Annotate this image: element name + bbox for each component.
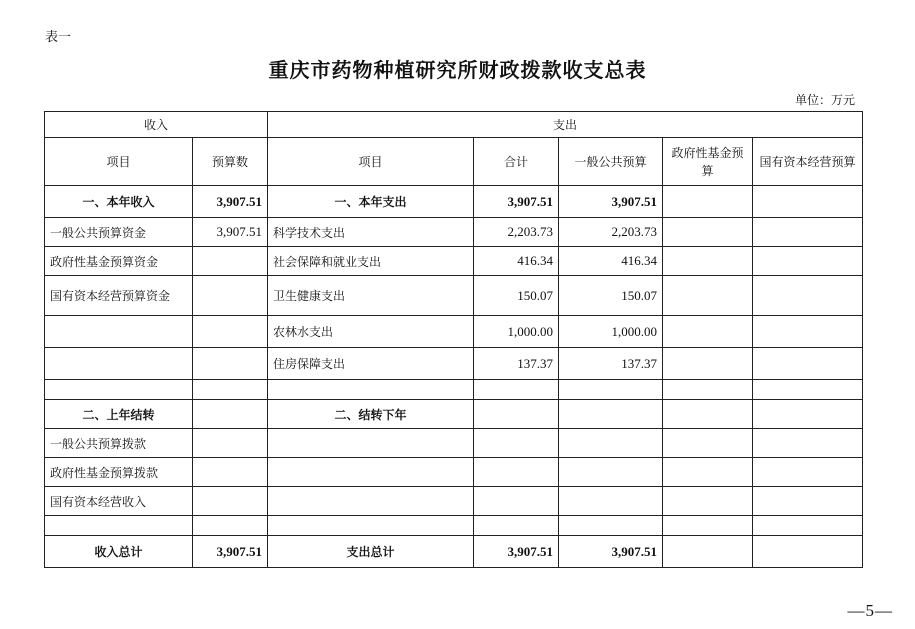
expense-general: 416.34	[559, 247, 663, 276]
expense-item: 一、本年支出	[268, 186, 474, 218]
expense-grand-total: 3,907.51	[474, 536, 559, 568]
income-amount: 3,907.51	[193, 186, 268, 218]
expense-item: 卫生健康支出	[268, 276, 474, 316]
expense-gov-fund	[663, 276, 753, 316]
expense-total-label: 支出总计	[268, 536, 474, 568]
expense-gov-fund	[663, 400, 753, 429]
expense-gov-fund	[663, 316, 753, 348]
expense-item	[268, 516, 474, 536]
expense-general: 137.37	[559, 348, 663, 380]
budget-amount-header: 预算数	[193, 138, 268, 186]
expense-state	[753, 316, 863, 348]
table-row	[45, 487, 863, 516]
expense-state	[753, 429, 863, 458]
table-row	[45, 218, 863, 247]
expense-general	[559, 487, 663, 516]
income-item-header: 项目	[45, 138, 193, 186]
income-item	[45, 316, 193, 348]
expense-gov-fund	[663, 516, 753, 536]
expense-general	[559, 400, 663, 429]
expense-total	[474, 516, 559, 536]
income-item: 一般公共预算资金	[45, 218, 193, 247]
expense-item	[268, 458, 474, 487]
table-row	[45, 458, 863, 487]
expense-gov-fund	[663, 536, 753, 568]
expense-state	[753, 516, 863, 536]
expense-item: 农林水支出	[268, 316, 474, 348]
expense-total	[474, 458, 559, 487]
expense-state	[753, 218, 863, 247]
income-amount	[193, 276, 268, 316]
budget-table	[44, 111, 863, 568]
income-item: 政府性基金预算拨款	[45, 458, 193, 487]
expense-general: 150.07	[559, 276, 663, 316]
expense-general: 3,907.51	[559, 186, 663, 218]
expense-general	[559, 429, 663, 458]
income-item: 二、上年结转	[45, 400, 193, 429]
total-row	[45, 536, 863, 568]
expense-state	[753, 400, 863, 429]
page-number: —5—	[847, 601, 893, 620]
expense-item	[268, 380, 474, 400]
state-capital-header: 国有资本经营预算	[753, 138, 863, 186]
expense-general	[559, 458, 663, 487]
income-amount	[193, 380, 268, 400]
income-amount	[193, 348, 268, 380]
expense-state	[753, 536, 863, 568]
expense-general	[559, 516, 663, 536]
expense-gov-fund	[663, 186, 753, 218]
expense-gov-fund	[663, 380, 753, 400]
expense-item: 科学技术支出	[268, 218, 474, 247]
table-row	[45, 516, 863, 536]
income-amount	[193, 487, 268, 516]
expense-item: 二、结转下年	[268, 400, 474, 429]
expense-state	[753, 276, 863, 316]
income-total-amount: 3,907.51	[193, 536, 268, 568]
expense-item	[268, 487, 474, 516]
expense-general: 2,203.73	[559, 218, 663, 247]
expense-total: 137.37	[474, 348, 559, 380]
expense-total	[474, 429, 559, 458]
income-amount	[193, 429, 268, 458]
expense-gov-fund	[663, 458, 753, 487]
table-row	[45, 380, 863, 400]
expense-total	[474, 400, 559, 429]
table-row	[45, 247, 863, 276]
income-item	[45, 348, 193, 380]
expense-total: 3,907.51	[474, 186, 559, 218]
expense-gov-fund	[663, 348, 753, 380]
table-number-label: 表一	[45, 30, 72, 45]
gov-fund-header: 政府性基金预算	[663, 138, 753, 186]
expense-header: 支出	[268, 112, 863, 138]
table-row	[45, 429, 863, 458]
expense-gov-fund	[663, 247, 753, 276]
expense-total: 150.07	[474, 276, 559, 316]
general-budget-header: 一般公共预算	[559, 138, 663, 186]
income-item: 政府性基金预算资金	[45, 247, 193, 276]
table-row	[45, 348, 863, 380]
income-amount	[193, 316, 268, 348]
income-item	[45, 516, 193, 536]
expense-total	[474, 487, 559, 516]
income-item: 一般公共预算拨款	[45, 429, 193, 458]
income-item: 一、本年收入	[45, 186, 193, 218]
unit-label: 单位：万元	[794, 93, 855, 107]
expense-gov-fund	[663, 429, 753, 458]
expense-state	[753, 380, 863, 400]
expense-state	[753, 247, 863, 276]
expense-general-total: 3,907.51	[559, 536, 663, 568]
table-header-row	[45, 112, 863, 138]
income-total-label: 收入总计	[45, 536, 193, 568]
income-amount: 3,907.51	[193, 218, 268, 247]
expense-general: 1,000.00	[559, 316, 663, 348]
expense-item: 住房保障支出	[268, 348, 474, 380]
table-row	[45, 400, 863, 429]
expense-gov-fund	[663, 487, 753, 516]
expense-total: 416.34	[474, 247, 559, 276]
expense-total: 2,203.73	[474, 218, 559, 247]
expense-item-header: 项目	[268, 138, 474, 186]
page-title: 重庆市药物种植研究所财政拨款收支总表	[268, 58, 647, 82]
table-subheader-row	[45, 138, 863, 186]
income-item: 国有资本经营预算资金	[45, 276, 193, 316]
table-row	[45, 316, 863, 348]
total-header: 合计	[474, 138, 559, 186]
expense-state	[753, 186, 863, 218]
expense-total: 1,000.00	[474, 316, 559, 348]
table-row	[45, 186, 863, 218]
expense-gov-fund	[663, 218, 753, 247]
income-item: 国有资本经营收入	[45, 487, 193, 516]
expense-item: 社会保障和就业支出	[268, 247, 474, 276]
income-amount	[193, 247, 268, 276]
income-amount	[193, 516, 268, 536]
expense-state	[753, 458, 863, 487]
income-amount	[193, 458, 268, 487]
expense-item	[268, 429, 474, 458]
expense-state	[753, 348, 863, 380]
income-item	[45, 380, 193, 400]
expense-total	[474, 380, 559, 400]
income-header: 收入	[45, 112, 268, 138]
expense-general	[559, 380, 663, 400]
table-row	[45, 276, 863, 316]
expense-state	[753, 487, 863, 516]
income-amount	[193, 400, 268, 429]
